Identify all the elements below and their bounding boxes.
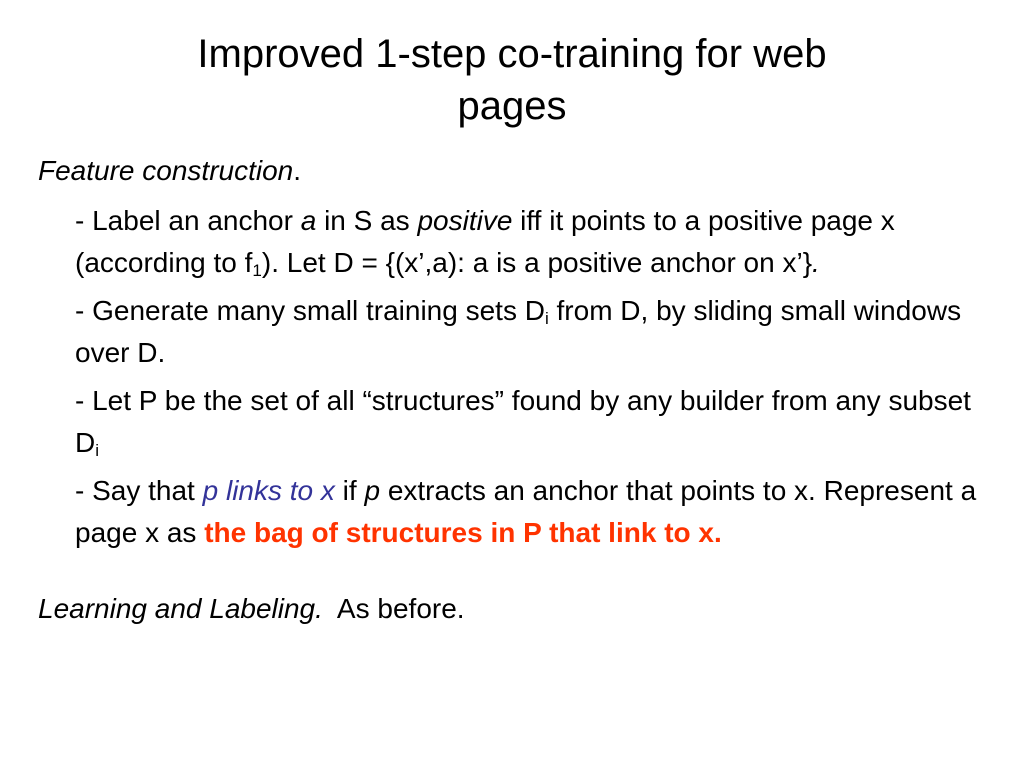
- heading-text: Feature construction: [38, 155, 294, 186]
- text-run: ). Let D = {(x’,a): a is a positive anchor on x’}: [261, 247, 813, 278]
- italic-run: a: [300, 205, 317, 236]
- bullet-generate-training-sets: [75, 290, 998, 374]
- bullet-structures: [75, 380, 998, 464]
- heading-punct: .: [293, 155, 302, 186]
- section-heading-feature-construction: [38, 152, 998, 190]
- text-run: extracts an anchor that points to x. Represent a page x as: [75, 475, 977, 548]
- text-run: - Let P be the set of all “structures” found by any builder from any subset D: [75, 385, 971, 458]
- text-run: if: [334, 475, 365, 506]
- heading-text: Learning and Labeling.: [38, 593, 323, 624]
- bullet-label-anchor: [75, 200, 998, 284]
- heading-rest: As before.: [322, 593, 465, 624]
- title-line-2: pages: [457, 84, 567, 128]
- text-run: - Label an anchor: [75, 205, 301, 236]
- text-run: in S as: [316, 205, 418, 236]
- bullet-links-to: [75, 470, 998, 554]
- subscript: i: [95, 441, 100, 460]
- italic-run: .: [812, 247, 820, 278]
- text-run: iff it points to a positive page x (according to f: [75, 205, 895, 278]
- italic-run: positive: [417, 205, 513, 236]
- italic-blue-run: p links to x: [202, 475, 335, 506]
- italic-run: p: [364, 475, 381, 506]
- slide-body: [38, 152, 998, 628]
- emphasis-run: the bag of structures in P that link to x.: [204, 517, 722, 548]
- section-heading-learning-labeling: [38, 590, 998, 628]
- text-run: - Generate many small training sets D: [75, 295, 545, 326]
- text-run: from D, by sliding small windows over D.: [75, 295, 962, 368]
- slide-title: [100, 28, 924, 132]
- subscript: 1: [252, 261, 262, 280]
- subscript: i: [544, 309, 549, 328]
- text-run: - Say that: [75, 475, 203, 506]
- title-line-1: Improved 1-step co-training for web: [197, 32, 827, 76]
